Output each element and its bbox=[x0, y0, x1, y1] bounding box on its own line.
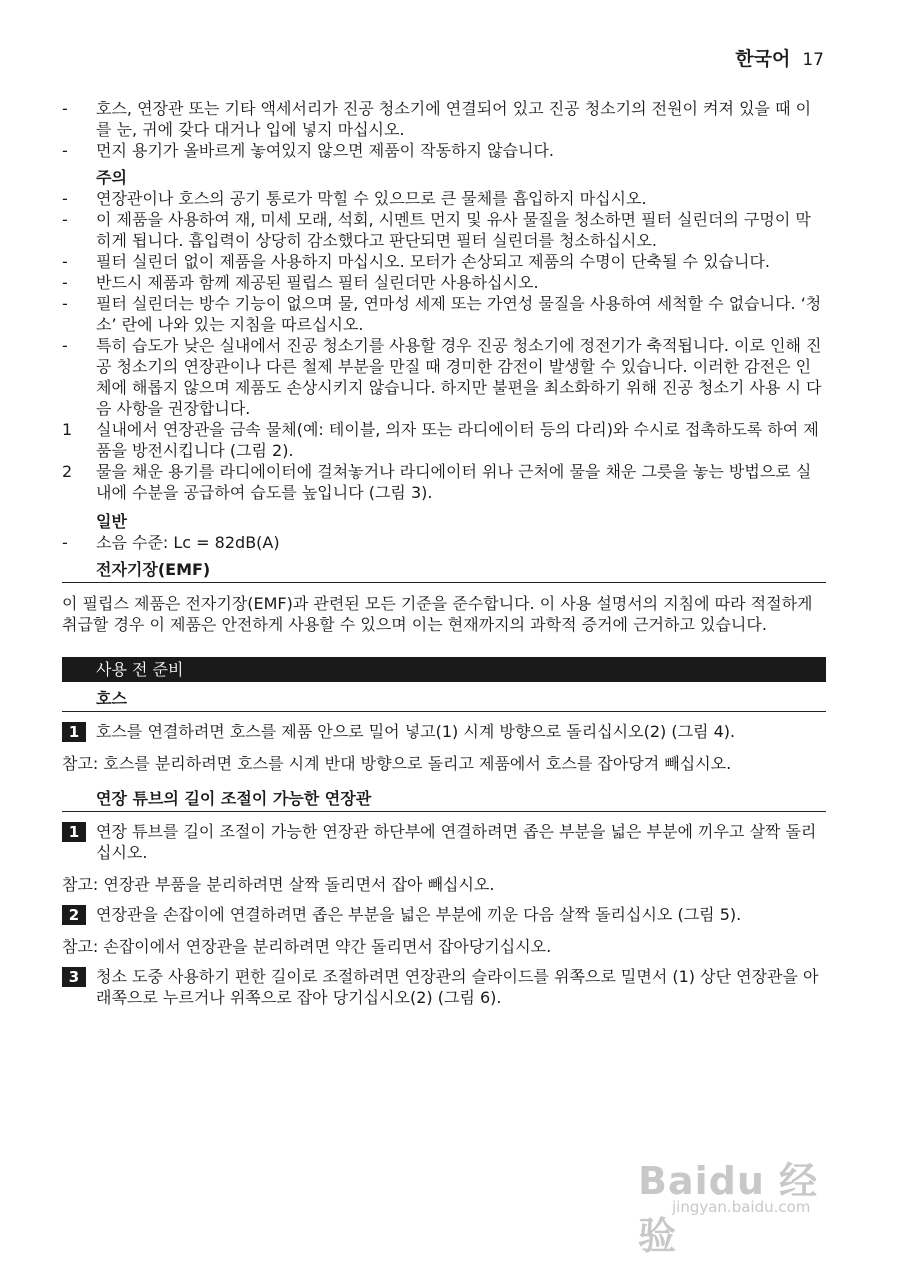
list-marker: - bbox=[62, 294, 68, 313]
note-text: 참고: 손잡이에서 연장관을 분리하려면 약간 돌리면서 잡아당기십시오. bbox=[62, 937, 552, 956]
list-item bbox=[62, 251, 826, 272]
step-item bbox=[62, 721, 826, 742]
list-marker: - bbox=[62, 99, 68, 118]
list-item bbox=[62, 419, 826, 461]
list-item bbox=[62, 98, 826, 140]
list-text: 물을 채운 용기를 라디에이터에 걸쳐놓거나 라디에이터 위나 근처에 물을 채운 그릇을 놓는 방법으로 실내에 수분을 공급하여 습도를 높입니다 (그림 3). bbox=[96, 462, 812, 502]
step-text: 연장관을 손잡이에 연결하려면 좁은 부분을 넓은 부분에 끼운 다음 살짝 돌리십시오 (그림 5). bbox=[96, 905, 742, 924]
list-item bbox=[62, 461, 826, 503]
emf-heading: 전자기장(EMF) bbox=[62, 559, 826, 583]
list-item bbox=[62, 335, 826, 419]
section-bar-title: 사용 전 준비 bbox=[62, 657, 826, 682]
baidu-watermark bbox=[632, 1150, 832, 1258]
note-text: 참고: 호스를 분리하려면 호스를 시계 반대 방향으로 돌리고 제품에서 호스를 잡아당겨 빼십시오. bbox=[62, 754, 732, 773]
page-number: 17 bbox=[802, 50, 824, 70]
list-text: 연장관이나 호스의 공기 통로가 막힐 수 있으므로 큰 물체를 흡입하지 마십시오. bbox=[96, 189, 647, 208]
step-item bbox=[62, 904, 826, 925]
list-item bbox=[62, 188, 826, 209]
caution-heading: 주의 bbox=[96, 168, 127, 187]
step-item bbox=[62, 966, 826, 1008]
list-marker: - bbox=[62, 252, 68, 271]
step-number-badge: 2 bbox=[62, 905, 86, 925]
list-text: 소음 수준: Lc = 82dB(A) bbox=[96, 533, 280, 552]
general-heading: 일반 bbox=[96, 512, 127, 531]
list-item bbox=[62, 293, 826, 335]
step-number-badge: 1 bbox=[62, 722, 86, 742]
list-item bbox=[62, 209, 826, 251]
list-marker: - bbox=[62, 189, 68, 208]
hose-heading: 호스 bbox=[62, 688, 826, 712]
step-number-badge: 3 bbox=[62, 967, 86, 987]
list-text: 이 제품을 사용하여 재, 미세 모래, 석회, 시멘트 먼지 및 유사 물질을 청소하면 필터 실린더의 구멍이 막히게 됩니다. 흡입력이 상당히 감소했다고 판단되면 필터 실린더를 청소하십시오. bbox=[96, 210, 811, 250]
note-text: 참고: 연장관 부품을 분리하려면 살짝 돌리면서 잡아 빼십시오. bbox=[62, 875, 495, 894]
list-item bbox=[62, 140, 826, 161]
list-text: 호스, 연장관 또는 기타 액세서리가 진공 청소기에 연결되어 있고 진공 청소기의 전원이 켜져 있을 때 이를 눈, 귀에 갖다 대거나 입에 넣지 마십시오. bbox=[96, 99, 812, 139]
step-text: 호스를 연결하려면 호스를 제품 안으로 밀어 넣고(1) 시계 방향으로 돌리십시오(2) (그림 4). bbox=[96, 722, 736, 741]
list-marker: - bbox=[62, 336, 68, 355]
list-marker: - bbox=[62, 141, 68, 160]
tube-heading: 연장 튜브의 길이 조절이 가능한 연장관 bbox=[62, 788, 826, 812]
list-marker: - bbox=[62, 273, 68, 292]
list-marker: 1 bbox=[62, 420, 73, 439]
list-text: 반드시 제품과 함께 제공된 필립스 필터 실린더만 사용하십시오. bbox=[96, 273, 539, 292]
list-text: 필터 실린더는 방수 기능이 없으며 물, 연마성 세제 또는 가연성 물질을 사용하여 세척할 수 없습니다. ‘청소’ 란에 나와 있는 지침을 따르십시오. bbox=[96, 294, 822, 334]
emf-paragraph: 이 필립스 제품은 전자기장(EMF)과 관련된 모든 기준을 준수합니다. 이 사용 설명서의 지침에 따라 적절하게 취급할 경우 이 제품은 안전하게 사용할 수 있으며 이는 현재까지의 과학적 증거에 근거하고 있습니다. bbox=[62, 594, 813, 634]
header-language: 한국어 bbox=[735, 48, 791, 70]
watermark-url: jingyan.baidu.com bbox=[672, 1198, 811, 1216]
step-item bbox=[62, 821, 826, 863]
list-marker: - bbox=[62, 533, 68, 552]
list-marker: - bbox=[62, 210, 68, 229]
list-text: 특히 습도가 낮은 실내에서 진공 청소기를 사용할 경우 진공 청소기에 정전기가 축적됩니다. 이로 인해 진공 청소기의 연장관이나 다른 철제 부분을 만질 때 경미한 감전이 발생할 수 있습니다. 이러한 감전은 인체에 해롭지 않으며 제품도 손상시키지 않습니다. 하지만 불편을 최소화하기 위해 진공 청소기 사용 시 다음 사항을 권장합니다. bbox=[96, 336, 822, 418]
step-text: 연장 튜브를 길이 조절이 가능한 연장관 하단부에 연결하려면 좁은 부분을 넓은 부분에 끼우고 살짝 돌리십시오. bbox=[96, 822, 817, 862]
document-body bbox=[62, 98, 826, 1008]
list-item bbox=[62, 532, 826, 553]
list-marker: 2 bbox=[62, 462, 73, 481]
watermark-logo: Baidu 经验 bbox=[638, 1159, 819, 1258]
list-text: 먼지 용기가 올바르게 놓여있지 않으면 제품이 작동하지 않습니다. bbox=[96, 141, 555, 160]
list-text: 필터 실린더 없이 제품을 사용하지 마십시오. 모터가 손상되고 제품의 수명이 단축될 수 있습니다. bbox=[96, 252, 770, 271]
page-header bbox=[735, 44, 824, 71]
list-text: 실내에서 연장관을 금속 물체(예: 테이블, 의자 또는 라디에이터 등의 다리)와 수시로 접촉하도록 하여 제품을 방전시킵니다 (그림 2). bbox=[96, 420, 819, 460]
step-text: 청소 도중 사용하기 편한 길이로 조절하려면 연장관의 슬라이드를 위쪽으로 밀면서 (1) 상단 연장관을 아래쪽으로 누르거나 위쪽으로 잡아 당기십시오(2) (그림 6). bbox=[96, 967, 819, 1007]
list-item bbox=[62, 272, 826, 293]
step-number-badge: 1 bbox=[62, 822, 86, 842]
